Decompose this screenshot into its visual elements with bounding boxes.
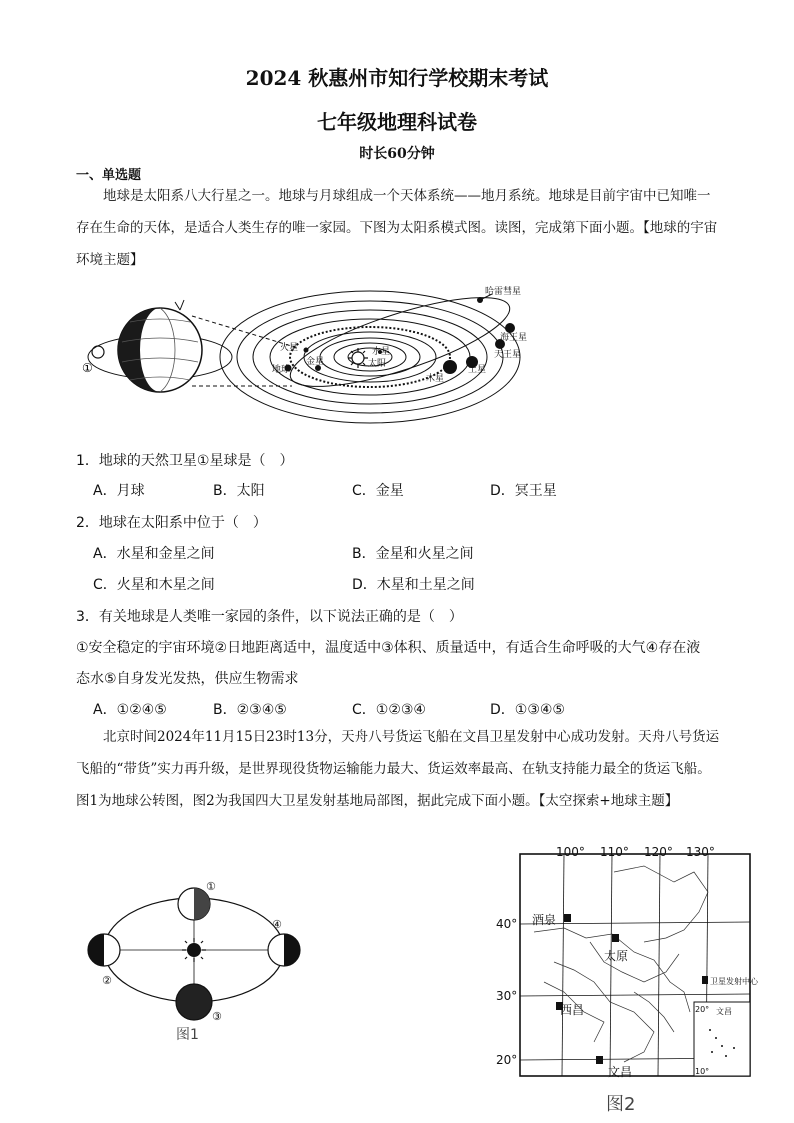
question-3-conditions-line2: 态水⑤自身发光发热，供应生物需求	[76, 671, 299, 687]
marker-3: ③	[212, 1010, 222, 1023]
question-3-conditions-line1: ①安全稳定的宇宙环境②日地距离适中，温度适中③体积、质量适中，有适合生命呼吸的大气④存在液	[76, 640, 701, 656]
passage-solar-system: 地球是太阳系八大行星之一。地球与月球组成一个天体系统——地月系统。地球是目前宇宙中已知唯一存在生命的天体，是适合人类生存的唯一家园。下图为太阳系模式图。读图，完成第下面小题。【地球的宇宙环境主题】	[76, 188, 718, 268]
q2-option-d[interactable]: D．木星和土星之间	[352, 577, 475, 593]
svg-text:文昌: 文昌	[716, 1007, 732, 1016]
exam-title: 2024 秋惠州市知行学校期末考试	[245, 66, 549, 90]
legend-marker	[702, 976, 708, 984]
neptune-label: 海王星	[500, 333, 528, 343]
south-china-sea-inset	[694, 1002, 750, 1076]
marker-4: ④	[272, 918, 282, 931]
q3-option-b[interactable]: B．②③④⑤	[213, 702, 287, 718]
lon-120: 120°	[644, 845, 673, 859]
sun-label: 太阳	[368, 359, 387, 369]
jupiter-label: 木星	[426, 374, 445, 384]
q1-option-a[interactable]: A．月球	[93, 483, 145, 499]
marker-1: ①	[206, 880, 216, 893]
earth-label: 地球	[272, 365, 291, 375]
q2-option-a[interactable]: A．水星和金星之间	[93, 546, 215, 562]
svg-text:20°: 20°	[695, 1005, 710, 1014]
q1-option-b[interactable]: B．太阳	[213, 483, 265, 499]
city-xichang: 西昌	[560, 1003, 585, 1017]
figure-2-caption: 图2	[606, 1094, 636, 1115]
jiuquan-marker	[564, 914, 571, 922]
lon-130: 130°	[686, 845, 715, 859]
lat-30: 30°	[496, 989, 518, 1003]
solar-system-figure	[80, 282, 550, 442]
neptune-icon	[505, 323, 515, 333]
taiyuan-marker	[612, 934, 619, 942]
q2-option-b[interactable]: B．金星和火星之间	[352, 546, 474, 562]
earth-position-left	[88, 934, 120, 966]
q2-option-c[interactable]: C．火星和木星之间	[93, 577, 215, 593]
earth-position-right	[268, 934, 300, 966]
q1-option-c[interactable]: C．金星	[352, 483, 404, 499]
q1-option-d[interactable]: D．冥王星	[490, 483, 557, 499]
uranus-label: 天王星	[494, 350, 522, 360]
lat-20: 20°	[496, 1053, 518, 1067]
venus-label: 金星	[306, 357, 325, 367]
moon-marker: ①	[82, 361, 93, 375]
legend-label: 卫星发射中心	[710, 977, 758, 986]
figure-1-caption: 图1	[176, 1027, 199, 1043]
city-wenchang: 文昌	[608, 1065, 633, 1079]
jupiter-icon	[443, 360, 457, 374]
marker-2: ②	[102, 974, 112, 987]
question-1-stem: 1．地球的天然卫星①星球是（ ）	[76, 453, 294, 469]
lon-100: 100°	[556, 845, 585, 859]
city-taiyuan: 太原	[604, 949, 629, 963]
earth-position-bottom	[176, 984, 212, 1020]
wenchang-marker	[596, 1056, 603, 1064]
launch-base-map	[494, 842, 766, 1088]
sun-icon	[182, 938, 206, 962]
section-heading: 一、单选题	[76, 168, 142, 183]
q3-option-c[interactable]: C．①②③④	[352, 702, 426, 718]
city-jiuquan: 酒泉	[532, 913, 557, 927]
passage-launch: 北京时间2024年11月15日23时13分，天舟八号货运飞船在文昌卫星发射中心成功发射。天舟八号货运飞船的“带货”实力再升级，是世界现役货物运输能力最大、货运效率最高、在轨支持能力最全的货运飞船。图1为地球公转图，图2为我国四大卫星发射基地局部图，据此完成下面小题。【太空探索+地球主题】	[76, 729, 720, 809]
question-2-stem: 2．地球在太阳系中位于（ ）	[76, 515, 267, 531]
saturn-label: 土星	[468, 365, 487, 375]
exam-duration: 时长60分钟	[359, 146, 435, 162]
q3-option-a[interactable]: A．①②④⑤	[93, 702, 167, 718]
lon-110: 110°	[600, 845, 629, 859]
exam-subtitle: 七年级地理科试卷	[317, 110, 477, 134]
mercury-label: 水星	[372, 347, 391, 357]
comet-icon	[477, 297, 483, 303]
mars-label: 火星	[280, 343, 299, 353]
question-3-stem: 3．有关地球是人类唯一家园的条件，以下说法正确的是（ ）	[76, 609, 463, 625]
sun-icon	[348, 348, 368, 368]
lat-40: 40°	[496, 917, 518, 931]
comet-label: 哈雷彗星	[485, 287, 522, 297]
q3-option-d[interactable]: D．①③④⑤	[490, 702, 565, 718]
svg-text:10°: 10°	[695, 1067, 710, 1076]
